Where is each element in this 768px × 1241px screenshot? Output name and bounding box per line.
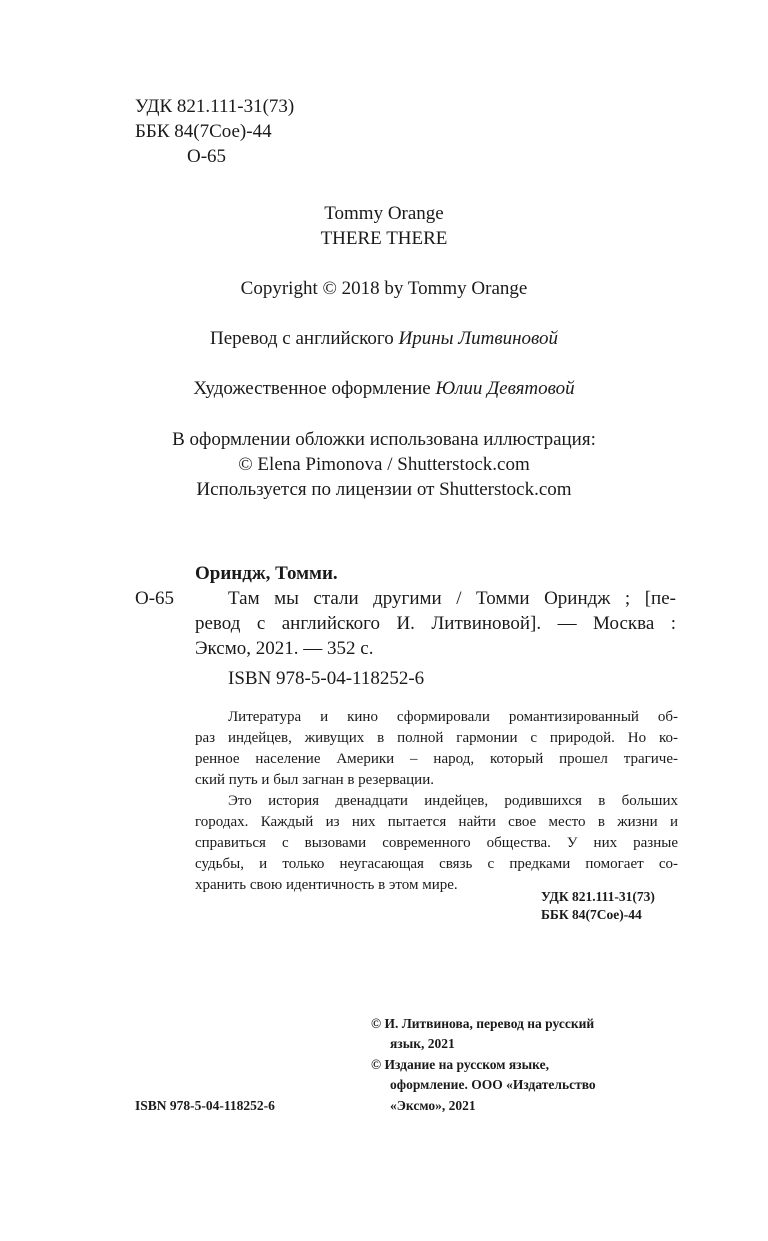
annotation-p1-line2: раз индейцев, живущих в полной гармонии с природой. Но ко- xyxy=(195,730,678,746)
udk-code: УДК 821.111-31(73) xyxy=(135,96,295,117)
annotation-p2-line3: справиться с вызовами современного общества. У них разные xyxy=(195,835,678,851)
original-title: THERE THERE xyxy=(320,228,448,249)
author-mark: О-65 xyxy=(187,146,227,167)
annotation-p2-line4: судьбы, и только неугасающая связь с предками помогает со- xyxy=(195,856,678,872)
bib-heading: Ориндж, Томми. xyxy=(195,563,338,584)
bib-line-3: Эксмо, 2021. — 352 с. xyxy=(195,638,374,659)
footer-isbn: ISBN 978-5-04-118252-6 xyxy=(135,1098,275,1113)
translator-name: Ирины Литвиновой xyxy=(398,328,559,349)
edition-copyright-line1: © Издание на русском языке, xyxy=(371,1057,549,1072)
translation-prefix: Перевод с английского xyxy=(209,328,399,349)
design-prefix: Художественное оформление xyxy=(193,378,436,399)
bbk-code: ББК 84(7Сое)-44 xyxy=(135,121,272,142)
annotation-p2-line1: Это история двенадцати индейцев, родившихся в больших xyxy=(228,793,678,809)
translation-copyright-line2: язык, 2021 xyxy=(390,1036,455,1051)
annotation-p1-line4: ский путь и был загнан в резервации. xyxy=(195,772,434,788)
translation-credit xyxy=(0,326,768,351)
bib-line-2: ревод с английского И. Литвиновой]. — Москва : xyxy=(195,613,676,634)
design-credit xyxy=(0,376,768,401)
edition-copyright-line2: оформление. ООО «Издательство xyxy=(390,1077,596,1092)
cover-credit-line1: В оформлении обложки использована иллюстрация: xyxy=(172,429,596,450)
designer-name: Юлии Девятовой xyxy=(435,378,575,399)
cover-credit-line3: Используется по лицензии от Shutterstock.com xyxy=(196,479,572,500)
annotation-p1-line3: ренное население Америки – народ, который прошел трагиче- xyxy=(195,751,678,767)
edition-copyright-line3: «Эксмо», 2021 xyxy=(390,1098,476,1113)
annotation-udk: УДК 821.111-31(73) xyxy=(541,889,655,904)
copyright-line: Copyright © 2018 by Tommy Orange xyxy=(240,278,528,299)
original-author: Tommy Orange xyxy=(324,203,444,224)
cover-credit-line2: © Elena Pimonova / Shutterstock.com xyxy=(238,454,530,475)
annotation-p2-line5: хранить свою идентичность в этом мире. xyxy=(195,877,458,893)
bib-line-1: Там мы стали другими / Томми Ориндж ; [пе- xyxy=(228,588,676,609)
bib-isbn: ISBN 978-5-04-118252-6 xyxy=(228,668,425,689)
annotation-p1-line1: Литература и кино сформировали романтизированный об- xyxy=(228,709,678,725)
annotation-p2-line2: городах. Каждый из них пытается найти свое место в жизни и xyxy=(195,814,678,830)
translation-copyright-line1: © И. Литвинова, перевод на русский xyxy=(371,1016,595,1031)
annotation-bbk: ББК 84(7Сое)-44 xyxy=(541,907,642,922)
bib-mark: О-65 xyxy=(135,588,175,609)
